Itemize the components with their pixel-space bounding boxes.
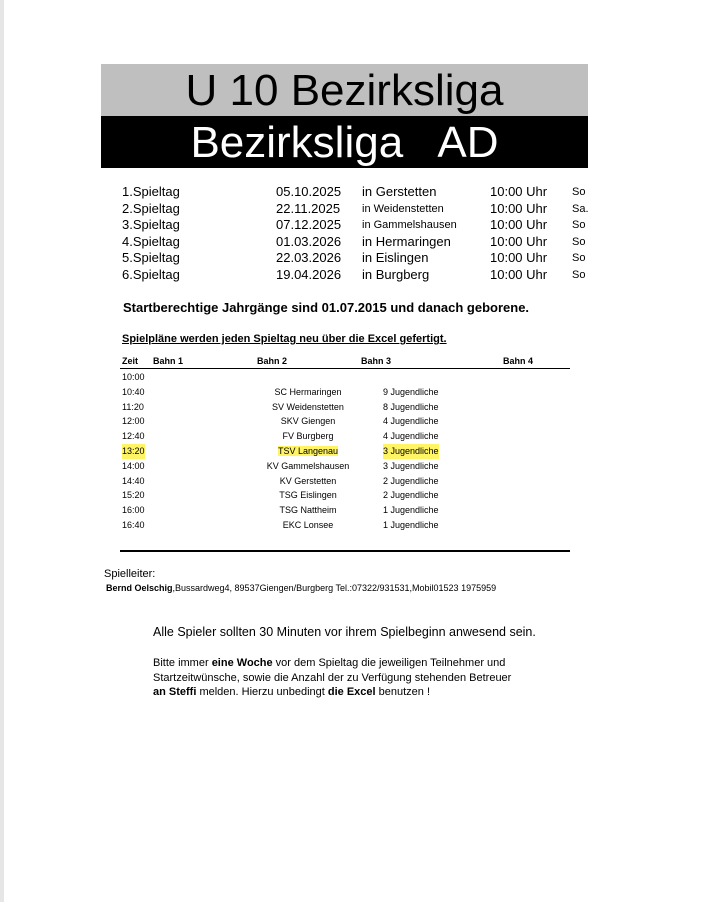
- schedule-row: [120, 488, 570, 503]
- leader-name: Bernd Oelschig: [106, 583, 173, 593]
- matchday-date: 19.04.2026: [276, 266, 342, 282]
- matchday-weekday: So: [572, 268, 586, 281]
- eligibility-note: [123, 300, 529, 315]
- slot-time: 15:20: [122, 490, 145, 501]
- slot-team: [248, 444, 368, 459]
- league-subtitle: Bezirksliga AD: [101, 116, 588, 168]
- matchday-place: in Gammelshausen: [362, 219, 457, 232]
- matchday-time: 10:00 Uhr: [490, 200, 548, 216]
- slot-time: 12:00: [122, 416, 145, 427]
- slot-players: 3 Jugendliche: [383, 444, 439, 459]
- slot-time: 10:40: [122, 386, 145, 397]
- eligibility-bold: Startberechtige Jahrgänge sind 01.07.2015: [123, 300, 387, 315]
- matchday-name: 6.Spieltag: [122, 266, 180, 282]
- schedule-row: [120, 400, 570, 415]
- matchday-time: 10:00 Uhr: [490, 266, 548, 282]
- attendance-note: Alle Spieler sollten 30 Minuten vor ihrem Spielbeginn anwesend sein.: [153, 625, 536, 639]
- slot-time: 11:20: [122, 401, 144, 412]
- matchday-place: in Gerstetten: [362, 184, 437, 199]
- leader-label: Spielleiter:: [104, 568, 156, 580]
- matchday-name: 4.Spieltag: [122, 233, 180, 249]
- header-zeit: Zeit: [122, 356, 139, 366]
- instr-text: melden. Hierzu unbedingt: [196, 686, 328, 698]
- slot-players: 1 Jugendliche: [383, 519, 439, 530]
- instr-text: benutzen !: [375, 686, 431, 698]
- slot-team: EKC Lonsee: [282, 519, 334, 530]
- excel-note: Spielpläne werden jeden Spieltag neu über die Excel gefertigt.: [122, 333, 447, 345]
- instructions: [153, 656, 573, 700]
- instr-text: Bitte immer: [153, 657, 212, 669]
- matchday-date: 01.03.2026: [276, 233, 342, 249]
- matchday-weekday: So: [572, 252, 586, 265]
- schedule-bottom-rule: [120, 550, 570, 552]
- matchday-row: [122, 184, 592, 201]
- instr-emphasis: eine Woche: [211, 657, 273, 669]
- schedule-table: [120, 370, 570, 533]
- matchday-date: 07.12.2025: [276, 217, 342, 233]
- matchday-name: 3.Spieltag: [122, 217, 180, 233]
- matchday-row: [122, 201, 592, 218]
- schedule-row: [120, 414, 570, 429]
- matchday-list: [122, 184, 592, 284]
- matchday-weekday: So: [572, 186, 586, 198]
- instructions-line-2: Startzeitwünsche, sowie die Anzahl der zu Verfügung stehenden Betreuer: [153, 671, 512, 684]
- eligibility-rest: und danach geborene.: [386, 300, 530, 315]
- league-title: U 10 Bezirksliga: [101, 64, 588, 116]
- schedule-row: [120, 518, 570, 533]
- slot-players: 2 Jugendliche: [383, 490, 439, 501]
- instr-emphasis: die Excel: [327, 686, 376, 698]
- matchday-place: in Eislingen: [362, 250, 429, 266]
- slot-team: SV Weidenstetten: [272, 401, 344, 412]
- slot-players: 4 Jugendliche: [383, 431, 439, 442]
- matchday-date: 22.03.2026: [276, 250, 342, 266]
- slot-team: SKV Giengen: [280, 416, 336, 427]
- header-bahn-2: Bahn 2: [257, 356, 288, 366]
- slot-team: SC Hermaringen: [274, 386, 342, 397]
- matchday-weekday: So: [572, 235, 586, 248]
- slot-players: 8 Jugendliche: [383, 401, 439, 412]
- slot-time: 14:00: [122, 460, 145, 471]
- slot-time: 16:00: [122, 505, 145, 516]
- schedule-row: [120, 429, 570, 444]
- matchday-place: in Burgberg: [362, 266, 430, 282]
- slot-players: 3 Jugendliche: [383, 460, 439, 471]
- matchday-row: [122, 267, 592, 284]
- schedule-row: [120, 385, 570, 400]
- instructions-line-1: [153, 656, 573, 671]
- slot-time: 10:00: [122, 372, 145, 382]
- matchday-time: 10:00 Uhr: [490, 217, 548, 233]
- leader-details: ,Bussardweg4, 89537Giengen/Burgberg Tel.:07322/931531,Mobil01523 1975959: [172, 583, 497, 593]
- slot-time: 16:40: [122, 519, 145, 530]
- matchday-date: 22.11.2025: [276, 200, 341, 216]
- slot-time: 12:40: [122, 431, 145, 442]
- slot-players: 2 Jugendliche: [383, 475, 439, 486]
- schedule-row-highlighted: [120, 444, 570, 459]
- instructions-line-3: [153, 685, 573, 700]
- instr-text: vor dem Spieltag die jeweiligen Teilnehmer und: [272, 657, 506, 669]
- header-bahn-3: Bahn 3: [361, 356, 392, 366]
- slot-team: TSG Nattheim: [279, 505, 337, 516]
- schedule-header: [120, 355, 570, 369]
- matchday-time: 10:00 Uhr: [490, 250, 548, 266]
- matchday-time: 10:00 Uhr: [490, 184, 548, 199]
- matchday-weekday: Sa.: [572, 202, 589, 215]
- slot-team: KV Gammelshausen: [266, 460, 350, 471]
- matchday-time: 10:00 Uhr: [490, 233, 548, 249]
- matchday-row: [122, 217, 592, 234]
- slot-team: TSG Eislingen: [279, 490, 337, 501]
- slot-team-highlight: TSV Langenau: [277, 445, 339, 456]
- schedule-row: [120, 503, 570, 518]
- slot-players: 9 Jugendliche: [383, 386, 439, 397]
- matchday-row: [122, 250, 592, 267]
- slot-players: 4 Jugendliche: [383, 416, 439, 427]
- header-bahn-1: Bahn 1: [153, 356, 184, 366]
- slot-team: KV Gerstetten: [279, 475, 337, 486]
- slot-time: 14:40: [122, 475, 145, 486]
- schedule-row: [120, 459, 570, 474]
- schedule-row: [120, 370, 570, 385]
- slot-time: 13:20: [122, 444, 145, 459]
- matchday-name: 1.Spieltag: [122, 184, 180, 199]
- header-bahn-4: Bahn 4: [503, 356, 534, 366]
- matchday-date: 05.10.2025: [276, 184, 342, 199]
- matchday-name: 2.Spieltag: [122, 200, 180, 216]
- matchday-row: [122, 234, 592, 251]
- instr-emphasis: an Steffi: [153, 686, 197, 698]
- matchday-weekday: So: [572, 219, 586, 232]
- page-left-edge: [0, 0, 4, 902]
- slot-team: FV Burgberg: [282, 431, 334, 442]
- matchday-name: 5.Spieltag: [122, 250, 180, 266]
- matchday-place: in Hermaringen: [362, 233, 451, 249]
- slot-players: 1 Jugendliche: [383, 505, 439, 516]
- schedule-row: [120, 474, 570, 489]
- leader-contact: [106, 583, 496, 593]
- matchday-place: in Weidenstetten: [362, 202, 444, 215]
